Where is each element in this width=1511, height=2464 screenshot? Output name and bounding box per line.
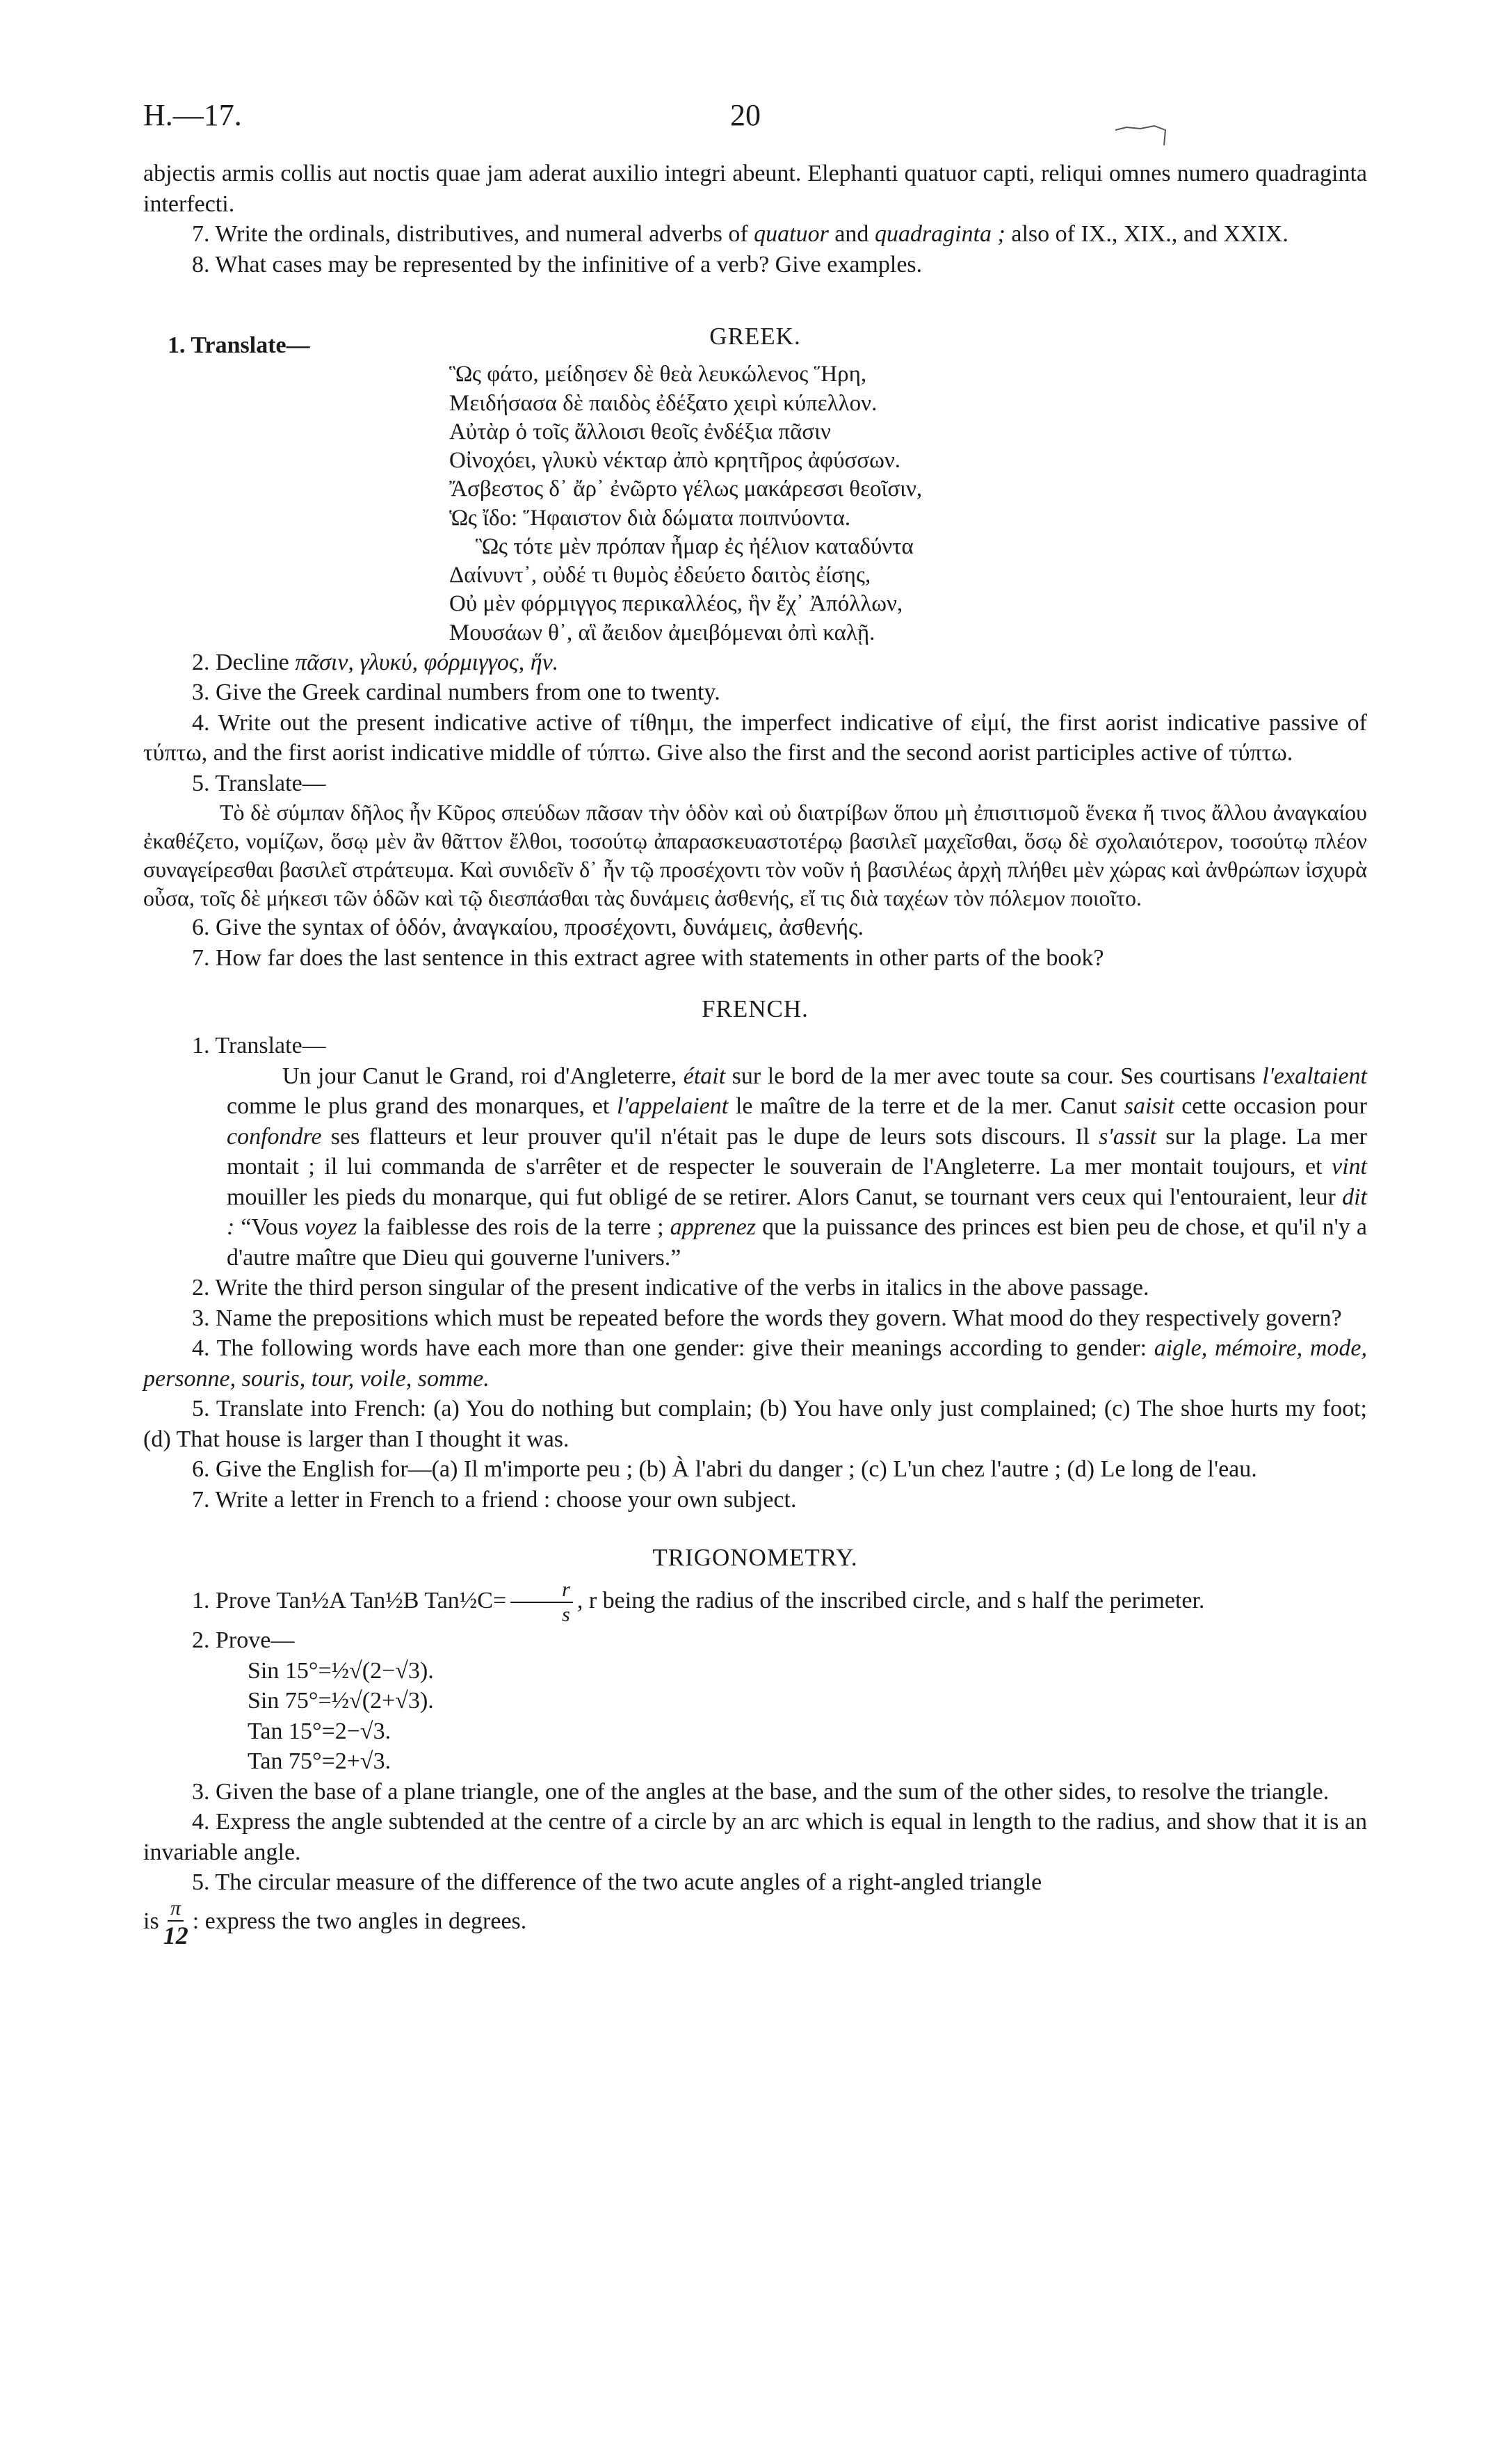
verse-line: Ὣς τότε μὲν πρόπαν ἦμαρ ἐς ἠέλιον καταδύντα <box>476 533 914 559</box>
french-question-1-label: 1. Translate— <box>192 1033 326 1059</box>
q7-post: also of IX., XIX., and XXIX. <box>1005 221 1288 248</box>
passage-text: Un jour Canut le Grand, roi d'Angleterre, <box>282 1063 684 1089</box>
fraction-pi-over-12 <box>163 1898 188 1948</box>
passage-text: comme le plus grand des monarques, et <box>227 1093 617 1120</box>
italic-verb: l'exaltaient <box>1262 1063 1367 1089</box>
latin-question-7 <box>143 219 1367 250</box>
passage-text: sur le bord de la mer avec toute sa cour. Ses courtisans <box>725 1063 1263 1089</box>
italic-verb: saisit <box>1124 1093 1174 1120</box>
greek-question-1-label: 1. Translate— <box>168 332 310 358</box>
passage-text: le maître de la terre et de la mer. Canut <box>728 1093 1124 1120</box>
identity-line: Sin 15°=½√(2−√3). <box>248 1657 434 1684</box>
q7-word-1: quatuor <box>754 221 829 248</box>
verse-line: Ὣς φάτο, μείδησεν δὲ θεὰ λευκώλενος Ἥρη, <box>449 362 867 387</box>
trig-question-1 <box>143 1579 1367 1625</box>
passage-text: “Vous <box>234 1214 305 1241</box>
identity-line: Sin 75°=½√(2+√3). <box>248 1688 434 1714</box>
greek-question-5-label: 5. Translate— <box>192 770 326 796</box>
verse-line: Μειδήσασα δὲ παιδὸς ἐδέξατο χειρὶ κύπελλον. <box>449 390 878 416</box>
italic-verb: apprenez <box>670 1214 757 1241</box>
french-question-3: 3. Name the prepositions which must be repeated before the words they govern. What mood do they respectively govern? <box>192 1305 1342 1331</box>
fraction-denominator: 12 <box>163 1921 188 1949</box>
italic-verb: confondre <box>227 1123 322 1150</box>
greek-question-7: 7. How far does the last sentence in this extract agree with statements in other parts of the book? <box>192 944 1104 971</box>
french-question-4 <box>143 1333 1367 1394</box>
verse-line: Οἰνοχόει, γλυκὺ νέκταρ ἀπὸ κρητῆρος ἀφύσσων. <box>449 448 901 474</box>
verse-line: Οὐ μὲν φόρμιγγος περικαλλέος, ἣν ἔχ᾽ Ἀπόλλων, <box>449 591 903 617</box>
greek-verse <box>449 360 1367 647</box>
passage-text: mouiller les pieds du monarque, qui fut obligé de se retirer. Alors Canut, se tournant vers ceux qui l'entouraient, leur <box>227 1184 1343 1210</box>
greek-question-6: 6. Give the syntax of ὁδόν, ἀναγκαίου, προσέχοντι, δυνάμεις, ἀσθενής. <box>192 915 864 941</box>
stamp-mark <box>1113 122 1168 150</box>
verse-line: Ὡς ἴδο: Ἥφαιστον διὰ δώματα ποιπνύοντα. <box>449 505 851 531</box>
passage-text: cette occasion pour <box>1174 1093 1367 1120</box>
q2-words: πᾶσιν, γλυκύ, φόρμιγγος, ἥν. <box>295 649 559 675</box>
passage-text: la faiblesse des rois de la terre ; <box>357 1214 670 1241</box>
french-question-2: 2. Write the third person singular of the present indicative of the verbs in italics in the above passage. <box>192 1275 1149 1301</box>
trig-question-3: 3. Given the base of a plane triangle, one of the angles at the base, and the sum of the other sides, to resolve the triangle. <box>192 1778 1330 1805</box>
q7-text: 7. Write the ordinals, distributives, and numeral adverbs of <box>192 221 754 248</box>
document-reference: H.—17. <box>143 98 242 132</box>
q5-post: : express the two angles in degrees. <box>192 1908 527 1934</box>
french-passage <box>227 1061 1367 1273</box>
q1-text: 1. Prove Tan½A Tan½B Tan½C= <box>192 1587 507 1613</box>
latin-question-8: 8. What cases may be represented by the infinitive of a verb? Give examples. <box>192 251 923 277</box>
q7-mid: and <box>828 221 875 248</box>
trig-question-4: 4. Express the angle subtended at the centre of a circle by an arc which is equal in length to the radius, and show that it is an invariable angle. <box>143 1809 1367 1865</box>
french-question-7: 7. Write a letter in French to a friend : choose your own subject. <box>192 1486 797 1513</box>
document-body <box>143 159 1367 1948</box>
verse-line: Αὐτὰρ ὁ τοῖς ἄλλοισι θεοῖς ἐνδέξια πᾶσιν <box>449 419 831 444</box>
greek-question-2 <box>143 647 1367 678</box>
italic-verb: l'appelaient <box>616 1093 729 1120</box>
passage-text: que la puissance des princes est bien peu de chose, et qu'il n'y a d'autre maître que Dieu qui gouverne l'univers.” <box>227 1214 1367 1271</box>
fraction-r-over-s <box>510 1579 573 1625</box>
fraction-numerator: π <box>168 1898 184 1922</box>
italic-verb: dit : <box>227 1184 1367 1241</box>
q7-word-2: quadraginta ; <box>874 221 1005 248</box>
passage-text: sur la plage. La mer montait ; il lui commanda de s'arrêter et de respecter le souverain de l'Angleterre. La mer montait toujours, et <box>227 1123 1368 1180</box>
verse-line: Μουσάων θ᾽, αἳ ἄειδον ἀμειβόμεναι ὀπὶ καλῇ. <box>449 620 875 645</box>
italic-verb: voyez <box>305 1214 357 1241</box>
trig-question-2-label: 2. Prove— <box>192 1627 295 1654</box>
italic-verb: vint <box>1332 1154 1367 1180</box>
page-number: 20 <box>730 98 761 132</box>
italic-verb: était <box>683 1063 726 1089</box>
trig-question-5-cont <box>143 1898 1367 1948</box>
passage-text: ses flatteurs et leur prouver qu'il n'était pas le dupe de leurs sots discours. Il <box>321 1123 1099 1150</box>
q2-text: 2. Decline <box>192 649 296 675</box>
section-title-trigonometry: TRIGONOMETRY. <box>652 1544 858 1572</box>
q4-text: 4. The following words have each more than one gender: give their meanings according to gender: <box>192 1335 1154 1362</box>
fraction-numerator: r <box>510 1579 573 1603</box>
identity-line: Tan 15°=2−√3. <box>248 1718 391 1744</box>
italic-verb: s'assit <box>1099 1123 1157 1150</box>
greek-prose-passage: Τὸ δὲ σύμπαν δῆλος ἦν Κῦρος σπεύδων πᾶσαν τὴν ὁδὸν καὶ οὐ διατρίβων ὅπου μὴ ἐπισιτισμοῦ ἕνεκα ἤ τινος ἄλλου ἀναγκαίου ἐκαθέζετο, νομίζων, ὅσῳ μὲν ἂν θᾶττον ἔλθοι, τοσούτῳ ἀπαρασκευαστοτέρῳ βασιλεῖ μαχεῖσθαι, ὅσῳ δὲ σχολαιότερον, τοσούτῳ πλέον συναγείρεσθαι βασιλεῖ στράτευμα. Καὶ συνιδεῖν δ᾽ ἦν τῷ προσέχοντι τὸν νοῦν ἡ βασιλέως ἀρχὴ πλήθει μὲν χώρας καὶ ἀνθρώπων ἰσχυρὰ οὖσα, τοῖς δὲ μήκεσι τῶν ὁδῶν καὶ τῷ διεσπάσθαι τὰς δυνάμεις ἀσθενής, εἴ τις διὰ ταχέων τὸν πόλεμον ποιοῖτο. <box>143 800 1367 911</box>
trig-question-5: 5. The circular measure of the difference of the two acute angles of a right-angled triangle <box>192 1869 1042 1896</box>
q1-post: , r being the radius of the inscribed circle, and s half the perimeter. <box>576 1587 1205 1613</box>
section-title-greek: GREEK. <box>709 323 801 351</box>
section-title-french: FRENCH. <box>702 995 809 1023</box>
verse-line: Δαίνυντ᾽, οὐδέ τι θυμὸς ἐδεύετο δαιτὸς ἐίσης, <box>449 563 871 588</box>
french-question-5: 5. Translate into French: (a) You do nothing but complain; (b) You have only just complained; (c) The shoe hurts my foot; (d) That house is larger than I thought it was. <box>143 1396 1367 1452</box>
greek-question-3: 3. Give the Greek cardinal numbers from one to twenty. <box>192 679 720 706</box>
french-question-6: 6. Give the English for—(a) Il m'importe peu ; (b) À l'abri du danger ; (c) L'un chez l'autre ; (d) Le long de l'eau. <box>192 1456 1257 1483</box>
identity-line: Tan 75°=2+√3. <box>248 1748 391 1775</box>
q4-words: aigle, mémoire, mode, personne, souris, tour, voile, somme. <box>143 1335 1367 1392</box>
verse-line: Ἄσβεστος δ᾽ ἄρ᾽ ἐνῶρτο γέλως μακάρεσσι θεοῖσιν, <box>449 476 923 502</box>
trig-identities <box>248 1656 1367 1777</box>
greek-question-4: 4. Write out the present indicative active of τίθημι, the imperfect indicative of εἰμί, the first aorist indicative passive of τύπτω, and the first aorist indicative middle of τύπτω. Give also the first and the second aorist participles active of τύπτω. <box>143 709 1367 766</box>
q5-is: is <box>143 1908 159 1934</box>
fraction-denominator: s <box>562 1603 570 1627</box>
latin-continuation: abjectis armis collis aut noctis quae jam aderat auxilio integri abeunt. Elephanti quatuor capti, reliqui omnes numero quadraginta interfecti. <box>143 161 1367 217</box>
